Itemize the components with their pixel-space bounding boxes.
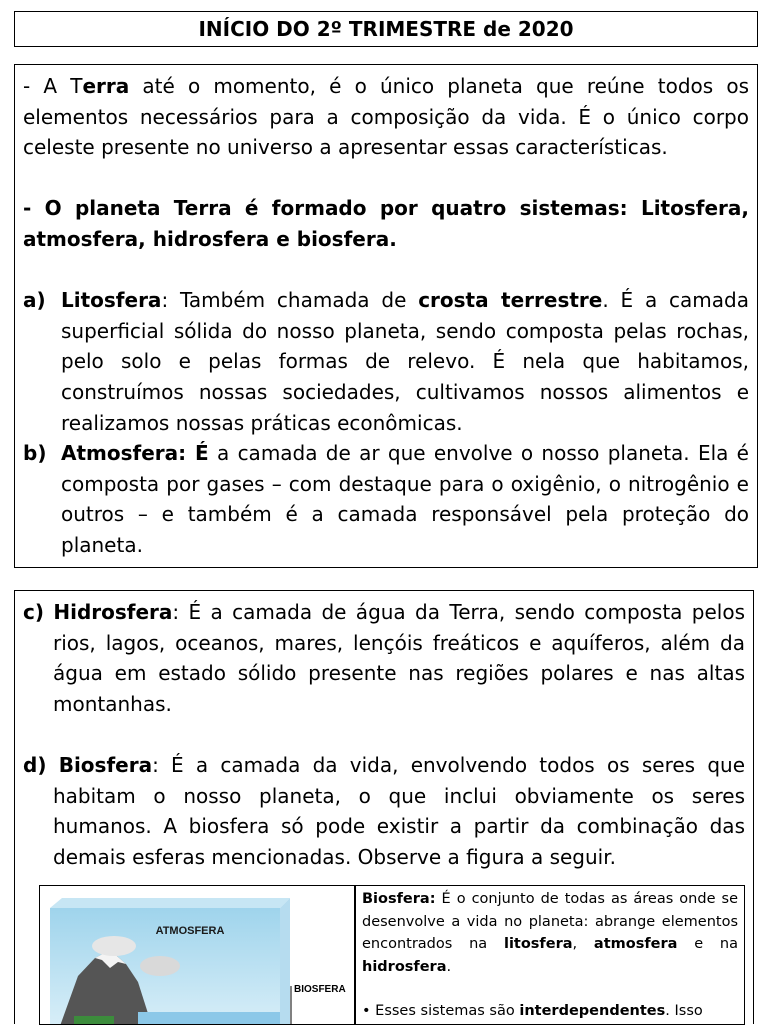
intro-bold: erra — [82, 74, 130, 98]
intro-prefix: - A T — [23, 74, 83, 98]
caption-bold-hidrosfera: hidrosfera — [362, 958, 447, 975]
list-marker: d) — [23, 752, 47, 777]
term-crosta: crosta terrestre — [418, 288, 603, 313]
term-atmosfera: Atmosfera: É — [61, 441, 209, 466]
caption-bullet-text: • Esses sistemas são — [362, 1003, 520, 1019]
term-litosfera: Litosfera — [61, 288, 162, 313]
list-marker: b) — [23, 441, 47, 466]
caption-bullet-bold: interdependentes — [519, 1003, 666, 1019]
page-title-text: INÍCIO DO 2º TRIMESTRE de 2020 — [198, 17, 574, 41]
systems-text: - O planeta Terra é formado por quatro sistemas: Litosfera, atmosfera, hidrosfera e biosfera. — [23, 196, 749, 251]
list-marker: a) — [23, 288, 46, 313]
caption-paragraph — [362, 888, 738, 978]
systems-paragraph — [23, 193, 749, 254]
caption-end: . — [446, 958, 452, 975]
biosphere-caption — [355, 885, 745, 1025]
biosfera-label: BIOSFERA — [294, 984, 346, 995]
section-box-2 — [14, 590, 754, 1024]
list-item-biosfera — [23, 750, 745, 872]
list-item-litosfera — [23, 285, 749, 438]
biosphere-figure — [39, 885, 355, 1025]
intro-text: até o momento, é o único planeta que reúne todos os elementos necessários para a composição da vida. É o único corpo celeste presente no universo a apresentar essas características. — [23, 74, 749, 160]
caption-sep: e na — [677, 936, 738, 952]
list-item-atmosfera — [23, 438, 749, 560]
caption-bullet-rest: . Isso — [665, 1003, 703, 1019]
section-box-1 — [14, 64, 758, 568]
cloud-1 — [92, 936, 136, 956]
item-text: : É a camada da vida, envolvendo todos os seres que habitam o nosso planeta, o que inclui obviamente os seres humanos. A biosfera só pode existir a partir da combinação das demais esferas mencionadas. Observe a figura a seguir. — [53, 752, 745, 869]
atmosphere-side — [280, 898, 290, 1025]
caption-sep: , — [572, 936, 594, 952]
caption-bold-atmosfera: atmosfera — [593, 936, 678, 952]
item-text: a camada de ar que envolve o nosso planeta. Ela é composta por gases – com destaque para o oxigênio, o nitrogênio e outros – e também é a camada responsável pela proteção do planeta. — [61, 441, 749, 557]
water-layer — [138, 1012, 280, 1025]
term-biosfera: Biosfera — [58, 752, 153, 777]
intro-paragraph — [23, 71, 749, 163]
list-item-hidrosfera — [23, 597, 745, 719]
item-text: . É a camada superficial sólida do nosso planeta, sendo composta pelas rochas, pelo solo e pelas formas de relevo. É nela que habitamos, construímos nossas sociedades, cultivamos nossos alimentos e realizamos nossas práticas econômicas. — [61, 288, 749, 435]
caption-bullet — [362, 1000, 738, 1023]
caption-text: É o conjunto de todas as áreas onde se desenvolve a vida no planeta: abrange elementos encontrados na — [362, 891, 738, 952]
list-marker: c) — [23, 600, 44, 624]
atmosphere-top — [50, 898, 290, 908]
biosphere-illustration — [40, 886, 355, 1025]
caption-bold-litosfera: litosfera — [503, 936, 573, 952]
item-text: : Também chamada de — [161, 288, 419, 313]
page-title — [14, 11, 758, 47]
caption-term: Biosfera: — [362, 891, 436, 907]
atmosfera-label: ATMOSFERA — [155, 925, 225, 937]
term-hidrosfera: Hidrosfera — [53, 600, 173, 624]
item-text: : É a camada de água da Terra, sendo composta pelos rios, lagos, oceanos, mares, lençóis freáticos e aquíferos, além da água em estado sólido presente nas regiões polares e nas altas montanhas. — [53, 600, 745, 716]
cloud-2 — [140, 956, 180, 976]
